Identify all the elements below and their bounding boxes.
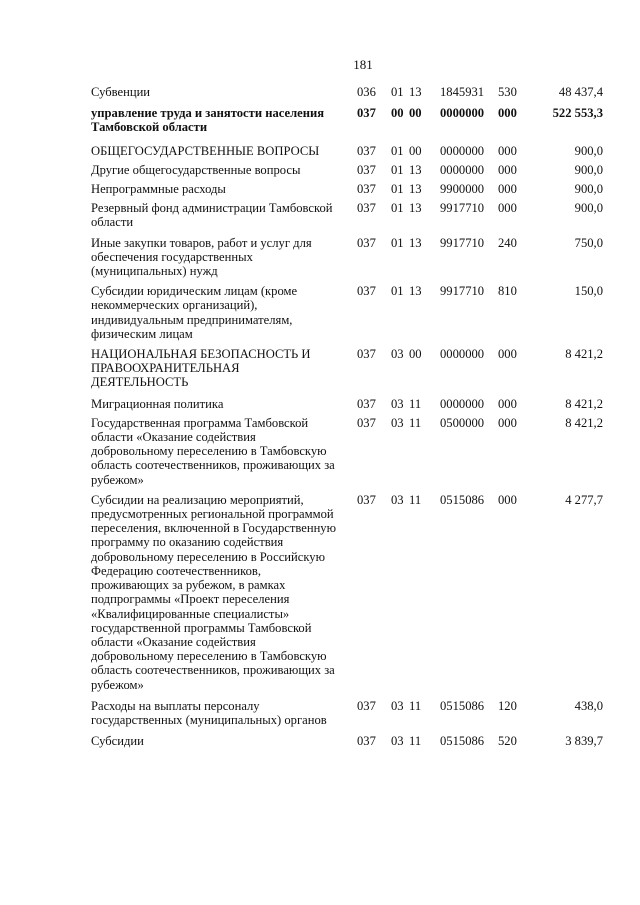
- row-name: Субсидии: [91, 734, 144, 749]
- row-target-code: 0500000: [440, 415, 485, 430]
- row-section-code: 00: [391, 106, 404, 121]
- row-name: Миграционная политика: [91, 396, 224, 411]
- row-section-code: 01: [391, 182, 404, 197]
- row-name: Расходы на выплаты персоналу государственных (муниципальных) органов: [91, 698, 327, 727]
- row-section-code: 01: [391, 201, 404, 216]
- row-amount: 8 421,2: [565, 415, 603, 430]
- row-subsection-code: 00: [409, 347, 422, 362]
- row-subsection-code: 13: [409, 201, 422, 216]
- row-target-code: 1845931: [440, 85, 485, 99]
- row-amount: 4 277,7: [565, 492, 603, 507]
- page-number: 181: [353, 57, 373, 72]
- row-target-code: 0000000: [440, 396, 485, 411]
- row-ved-code: 036: [357, 85, 376, 99]
- row-target-code: 0515086: [440, 698, 485, 713]
- row-target-code: 0515086: [440, 734, 485, 749]
- table-row: [91, 201, 621, 229]
- row-ved-code: 037: [357, 284, 376, 299]
- row-expense-type-code: 120: [498, 698, 517, 713]
- row-expense-type-code: 810: [498, 284, 517, 299]
- row-section-code: 01: [391, 162, 404, 177]
- row-section-code: 03: [391, 492, 404, 507]
- row-subsection-code: 11: [409, 698, 422, 713]
- row-name: Непрограммные расходы: [91, 182, 226, 197]
- row-ved-code: 037: [357, 698, 376, 713]
- row-section-code: 03: [391, 347, 404, 362]
- table-row: [91, 347, 621, 390]
- row-subsection-code: 13: [409, 162, 422, 177]
- row-section-code: 03: [391, 396, 404, 411]
- row-name: Резервный фонд администрации Тамбовской области: [91, 201, 333, 230]
- row-amount: 900,0: [574, 162, 603, 177]
- row-target-code: 0000000: [440, 106, 485, 121]
- row-amount: 3 839,7: [565, 734, 603, 749]
- table-row: [91, 699, 621, 727]
- row-section-code: 01: [391, 143, 404, 158]
- row-name: Субвенции: [91, 85, 151, 99]
- table-row: [91, 284, 621, 341]
- row-target-code: 9900000: [440, 182, 485, 197]
- table-row: [91, 144, 621, 158]
- row-subsection-code: 11: [409, 734, 422, 749]
- row-expense-type-code: 000: [498, 162, 517, 177]
- row-amount: 900,0: [574, 143, 603, 158]
- row-expense-type-code: 000: [498, 415, 517, 430]
- row-name: Субсидии юридическим лицам (кроме некоммерческих организаций), индивидуальным предпринимателям, физическим лицам: [91, 284, 298, 341]
- row-section-code: 01: [391, 85, 404, 99]
- row-section-code: 03: [391, 415, 404, 430]
- row-expense-type-code: 000: [498, 492, 517, 507]
- row-section-code: 03: [391, 698, 404, 713]
- row-expense-type-code: 240: [498, 235, 517, 250]
- row-ved-code: 037: [357, 162, 376, 177]
- row-amount: 750,0: [574, 235, 603, 250]
- row-subsection-code: 11: [409, 396, 422, 411]
- row-amount: 8 421,2: [565, 347, 603, 362]
- row-subsection-code: 00: [409, 143, 422, 158]
- row-name: НАЦИОНАЛЬНАЯ БЕЗОПАСНОСТЬ И ПРАВООХРАНИТЕЛЬНАЯ ДЕЯТЕЛЬНОСТЬ: [91, 347, 311, 390]
- table-row: [91, 416, 621, 487]
- row-target-code: 9917710: [440, 235, 485, 250]
- row-section-code: 03: [391, 734, 404, 749]
- table-row: [91, 236, 621, 279]
- row-name: Субсидии на реализацию мероприятий, предусмотренных региональной программой переселения, включенной в Государственную программу по оказанию содействия добровольному переселению в Российскую Федерацию соотечественников, проживающих за рубежом, в рамках подпрограммы «Проект переселения «Квалифицированные специалисты» государственной программы Тамбовской области «Оказание содействия добровольному переселению в Тамбовскую область соотечественников, проживающих за рубежом»: [91, 492, 337, 692]
- row-name: Государственная программа Тамбовской области «Оказание содействия добровольному переселению в Тамбовскую область соотечественников, проживающих за рубежом»: [91, 415, 335, 487]
- table-row: [91, 734, 621, 748]
- row-subsection-code: 00: [409, 106, 422, 121]
- row-section-code: 01: [391, 284, 404, 299]
- row-subsection-code: 11: [409, 492, 422, 507]
- row-ved-code: 037: [357, 734, 376, 749]
- row-subsection-code: 13: [409, 284, 422, 299]
- row-section-code: 01: [391, 235, 404, 250]
- row-ved-code: 037: [357, 143, 376, 158]
- row-ved-code: 037: [357, 396, 376, 411]
- row-expense-type-code: 000: [498, 201, 517, 216]
- row-amount: 522 553,3: [552, 106, 603, 121]
- table-row: [91, 163, 621, 177]
- row-ved-code: 037: [357, 201, 376, 216]
- row-target-code: 0000000: [440, 347, 485, 362]
- row-expense-type-code: 520: [498, 734, 517, 749]
- row-expense-type-code: 530: [498, 85, 517, 99]
- row-target-code: 9917710: [440, 284, 485, 299]
- row-target-code: 0515086: [440, 492, 485, 507]
- row-subsection-code: 13: [409, 235, 422, 250]
- row-amount: 150,0: [574, 284, 603, 299]
- row-amount: 8 421,2: [565, 396, 603, 411]
- row-ved-code: 037: [357, 492, 376, 507]
- row-ved-code: 037: [357, 106, 376, 121]
- row-name: Иные закупки товаров, работ и услуг для обеспечения государственных (муниципальных) нужд: [91, 235, 312, 279]
- table-row: [91, 106, 621, 134]
- table-row: [91, 397, 621, 411]
- row-target-code: 9917710: [440, 201, 485, 216]
- row-ved-code: 037: [357, 182, 376, 197]
- row-expense-type-code: 000: [498, 106, 517, 121]
- row-subsection-code: 13: [409, 85, 422, 99]
- row-ved-code: 037: [357, 415, 376, 430]
- row-subsection-code: 13: [409, 182, 422, 197]
- row-name: Другие общегосударственные вопросы: [91, 162, 301, 177]
- row-expense-type-code: 000: [498, 396, 517, 411]
- table-row: [91, 182, 621, 196]
- row-expense-type-code: 000: [498, 347, 517, 362]
- row-target-code: 0000000: [440, 162, 485, 177]
- row-expense-type-code: 000: [498, 182, 517, 197]
- row-amount: 900,0: [574, 201, 603, 216]
- budget-table: [91, 85, 621, 748]
- row-ved-code: 037: [357, 235, 376, 250]
- row-expense-type-code: 000: [498, 143, 517, 158]
- row-amount: 900,0: [574, 182, 603, 197]
- row-name: управление труда и занятости населения Тамбовской области: [91, 106, 325, 135]
- row-target-code: 0000000: [440, 143, 485, 158]
- table-row: [91, 85, 621, 99]
- row-ved-code: 037: [357, 347, 376, 362]
- row-name: ОБЩЕГОСУДАРСТВЕННЫЕ ВОПРОСЫ: [91, 143, 320, 158]
- table-row: [91, 493, 621, 692]
- row-amount: 48 437,4: [558, 85, 603, 99]
- row-subsection-code: 11: [409, 415, 422, 430]
- row-amount: 438,0: [574, 698, 603, 713]
